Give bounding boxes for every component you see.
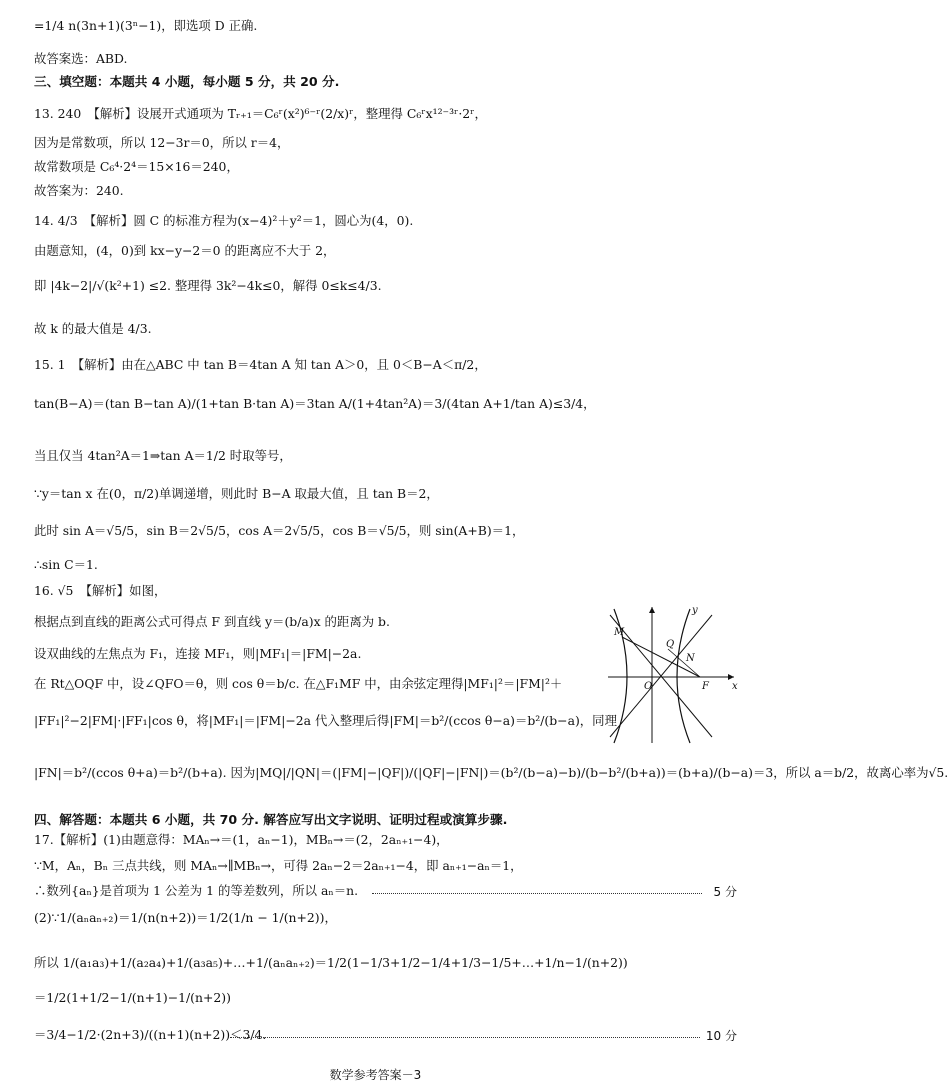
label-y: y — [692, 605, 698, 616]
score-dots-1 — [372, 893, 702, 894]
section-heading: 三、填空题：本题共 4 小题，每小题 5 分，共 20 分. — [34, 74, 340, 89]
solution-line: |FN|＝b²/(ccos θ+a)＝b²/(b+a). 因为|MQ|/|QN|＝(|FM|−|QF|)/(|QF|−|FN|)＝(b²/(b−a)−b)/(b−b²/(b+a))＝(b+a)/(b−a)＝3，所以 a＝b/2，故离心率为√5. — [34, 765, 948, 780]
solution-line: 故答案选：ABD. — [34, 51, 128, 66]
label-f: F — [702, 681, 709, 692]
score-dots-2 — [230, 1037, 700, 1038]
solution-line: 根据点到直线的距离公式可得点 F 到直线 y＝(b/a)x 的距离为 b. — [34, 614, 390, 629]
solution-line: 16. √5 【解析】如图， — [34, 583, 167, 598]
label-x: x — [732, 681, 738, 692]
solution-line: 当且仅当 4tan²A＝1⇒tan A＝1/2 时取等号， — [34, 448, 292, 463]
solution-line: 17.【解析】(1)由题意得：MAₙ→＝(1，aₙ−1)，MBₙ→＝(2，2aₙ₊₁−4)， — [34, 832, 449, 847]
solution-line: ＝1/2(1+1/2−1/(n+1)−1/(n+2)) — [34, 990, 231, 1005]
score-mark: 10 分 — [705, 1029, 737, 1043]
solution-line: =1/4 n(3n+1)(3ⁿ−1)，即选项 D 正确. — [34, 18, 258, 33]
score-mark: 5 分 — [713, 885, 737, 899]
solution-line: tan(B−A)＝(tan B−tan A)/(1+tan B·tan A)＝3tan A/(1+4tan²A)＝3/(4tan A+1/tan A)≤3/4， — [34, 396, 596, 411]
page-footer: 数学参考答案－3 — [329, 1068, 422, 1082]
solution-line: 13. 240 【解析】设展开式通项为 Tᵣ₊₁＝C₆ʳ(x²)⁶⁻ʳ(2/x)ʳ，整理得 C₆ʳx¹²⁻³ʳ·2ʳ， — [34, 106, 487, 121]
label-o: O — [644, 681, 653, 692]
solution-line: 在 Rt△OQF 中，设∠QFO＝θ，则 cos θ＝b/c. 在△F₁MF 中，由余弦定理得|MF₁|²＝|FM|²＋ — [34, 676, 563, 691]
solution-line: 此时 sin A＝√5/5，sin B＝2√5/5，cos A＝2√5/5，cos B＝√5/5，则 sin(A+B)＝1， — [34, 523, 525, 538]
solution-line: 即 |4k−2|/√(k²+1) ≤2. 整理得 3k²−4k≤0，解得 0≤k≤4/3. — [34, 278, 382, 293]
solution-line: 故常数项是 C₆⁴·2⁴＝15×16＝240， — [34, 159, 239, 174]
y-arrow-icon — [649, 607, 655, 613]
solution-line: 15. 1 【解析】由在△ABC 中 tan B＝4tan A 知 tan A＞0，且 0＜B−A＜π/2， — [34, 357, 487, 372]
solution-line: 14. 4/3 【解析】圆 C 的标准方程为(x−4)²＋y²＝1，圆心为(4，0). — [34, 213, 414, 228]
label-n: N — [686, 653, 695, 664]
solution-line: ∴数列{aₙ}是首项为 1 公差为 1 的等差数列，所以 aₙ＝n. — [34, 883, 359, 898]
solution-line: 设双曲线的左焦点为 F₁，连接 MF₁，则|MF₁|＝|FM|−2a. — [34, 646, 362, 661]
label-q: Q — [666, 639, 675, 650]
solution-line: ＝3/4−1/2·(2n+3)/((n+1)(n+2))＜3/4. — [34, 1027, 267, 1042]
solution-line: ∴sin C＝1. — [34, 557, 98, 572]
solution-line: ∵y＝tan x 在(0，π/2)单调递增，则此时 B−A 取最大值，且 tan B＝2， — [34, 486, 439, 501]
solution-line: 故 k 的最大值是 4/3. — [34, 321, 152, 336]
solution-line: 故答案为：240. — [34, 183, 124, 198]
solution-line: 所以 1/(a₁a₃)+1/(a₂a₄)+1/(a₃a₅)+…+1/(aₙaₙ₊₂)＝1/2(1−1/3+1/2−1/4+1/3−1/5+…+1/n−1/(n+2)) — [34, 955, 628, 970]
x-arrow-icon — [728, 674, 734, 680]
solution-line: 因为是常数项，所以 12−3r＝0，所以 r＝4， — [34, 135, 290, 150]
right-branch — [677, 609, 690, 743]
solution-line: |FF₁|²−2|FM|·|FF₁|cos θ，将|MF₁|＝|FM|−2a 代入整理后得|FM|＝b²/(ccos θ−a)＝b²/(b−a)，同理 — [34, 713, 617, 728]
section-heading: 四、解答题：本题共 6 小题，共 70 分. 解答应写出文字说明、证明过程或演算步骤. — [34, 812, 508, 827]
hyperbola-figure — [600, 605, 740, 745]
solution-line: ∵M，Aₙ，Bₙ 三点共线，则 MAₙ→∥MBₙ→，可得 2aₙ−2＝2aₙ₊₁−4，即 aₙ₊₁−aₙ＝1， — [34, 858, 523, 873]
solution-line: (2)∵1/(aₙaₙ₊₂)＝1/(n(n+2))＝1/2(1/n − 1/(n+2))， — [34, 910, 337, 925]
solution-line: 由题意知，(4，0)到 kx−y−2＝0 的距离应不大于 2， — [34, 243, 336, 258]
label-m: M — [614, 627, 625, 638]
